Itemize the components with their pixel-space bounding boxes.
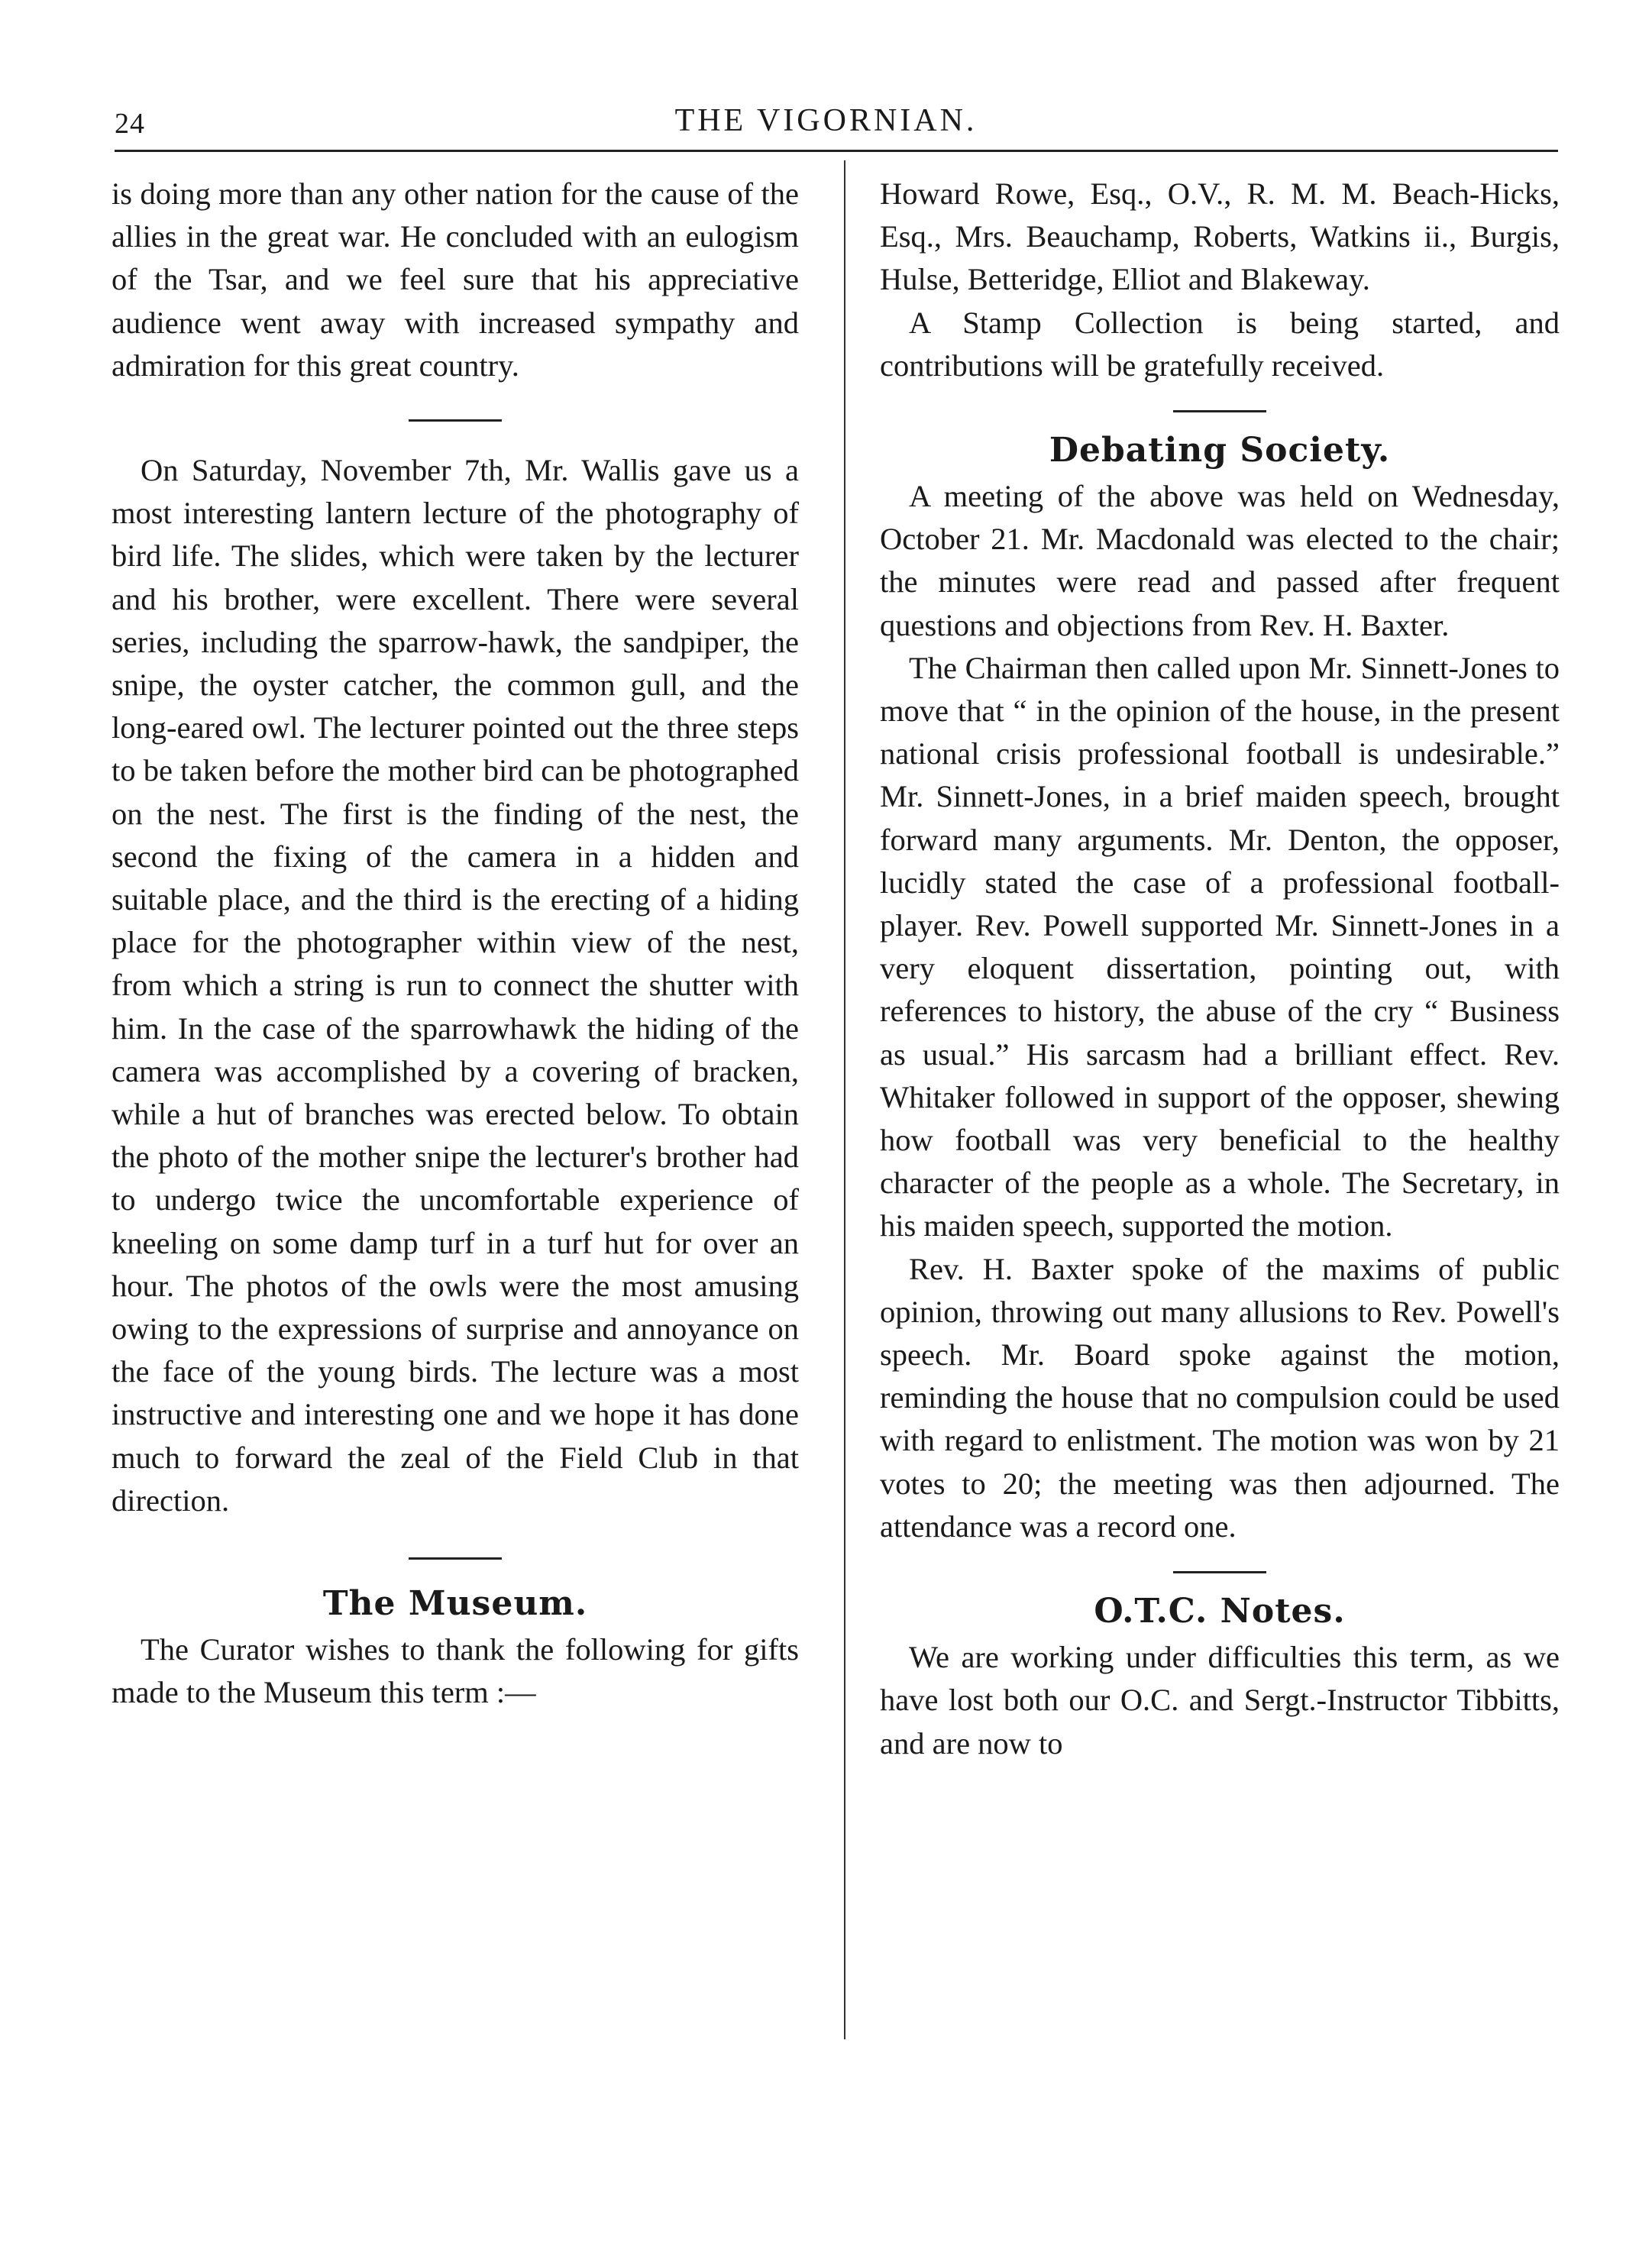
debating-paragraph: Rev. H. Baxter spoke of the maxims of public opinion, throwing out many allusions to Rev. Powell's speech. Mr. Board spoke against the motion, reminding the house that no compulsion could be used with regard to enlistment. The motion was won by 21 votes to 20; the meeting was then adjourned. The attendance was a record one. [880, 1251, 1560, 1544]
section-rule [1173, 410, 1266, 412]
running-head: THE VIGORNIAN. [674, 103, 978, 138]
debating-paragraph: A meeting of the above was held on Wednesday, October 21. Mr. Macdonald was elected to the chair; the minutes were read and passed after frequent questions and objections from Rev. H. Baxter. [880, 479, 1560, 642]
left-column [112, 173, 799, 1715]
museum-heading: The Museum. [322, 1584, 588, 1624]
section-rule [1173, 1571, 1266, 1573]
field-club-paragraph-end: is doing more than any other nation for the cause of the allies in the great war. He concluded with an eulogism of the Tsar, and we feel sure that his appreciative audience went away with increased sympathy and admiration for this great country. [112, 176, 799, 383]
header-rule [115, 150, 1558, 152]
right-column [880, 173, 1560, 1765]
museum-paragraph: The Curator wishes to thank the following for gifts made to the Museum this term :— [112, 1632, 799, 1710]
column-divider [844, 160, 845, 2039]
section-rule [409, 419, 502, 422]
otc-paragraph: We are working under difficulties this term, as we have lost both our O.C. and Sergt.-Instructor Tibbitts, and are now to [880, 1640, 1560, 1761]
page-number: 24 [115, 108, 145, 140]
debating-paragraph: The Chairman then called upon Mr. Sinnett-Jones to move that “ in the opinion of the house, in the present national crisis professional football is undesirable.” Mr. Sinnett-Jones, in a brief maiden speech, brought forward many arguments. Mr. Denton, the opposer, lucidly stated the case of a professional football-player. Rev. Powell supported Mr. Sinnett-Jones in a very eloquent dissertation, pointing out, with references to history, the abuse of the cry “ Business as usual.” His sarcasm had a brilliant effect. Rev. Whitaker followed in support of the opposer, shewing how football was very beneficial to the healthy character of the people as a whole. The Secretary, in his maiden speech, supported the motion. [880, 650, 1560, 1243]
otc-notes-heading: O.T.C. Notes. [1094, 1592, 1346, 1631]
stamp-collection-paragraph: A Stamp Collection is being started, and contributions will be gratefully received. [880, 305, 1560, 383]
lantern-lecture-paragraph: On Saturday, November 7th, Mr. Wallis gave us a most interesting lantern lecture of the photography of bird life. The slides, which were taken by the lecturer and his brother, were excellent. There were several series, including the sparrow-hawk, the sandpiper, the snipe, the oyster catcher, the common gull, and the long-eared owl. The lecturer pointed out the three steps to be taken before the mother bird can be photographed on the nest. The first is the finding of the nest, the second the fixing of the camera in a hidden and suitable place, and the third is the erecting of a hiding place for the photographer within view of the nest, from which a string is run to connect the shutter with him. In the case of the sparrowhawk the hiding of the camera was accomplished by a covering of bracken, while a hut of branches was erected below. To obtain the photo of the mother snipe the lecturer's brother had to undergo twice the uncomfortable experience of kneeling on some damp turf in a turf hut for over an hour. The photos of the owls were the most amusing owing to the expressions of surprise and annoyance on the face of the young birds. The lecture was a most instructive and interesting one and we hope it has done much to forward the zeal of the Field Club in that direction. [112, 453, 799, 1518]
museum-donors-paragraph: Howard Rowe, Esq., O.V., R. M. M. Beach-Hicks, Esq., Mrs. Beauchamp, Roberts, Watkins ii., Burgis, Hulse, Betteridge, Elliot and Blakeway. [880, 176, 1560, 297]
debating-society-heading: Debating Society. [1049, 431, 1391, 470]
section-rule [409, 1557, 502, 1560]
